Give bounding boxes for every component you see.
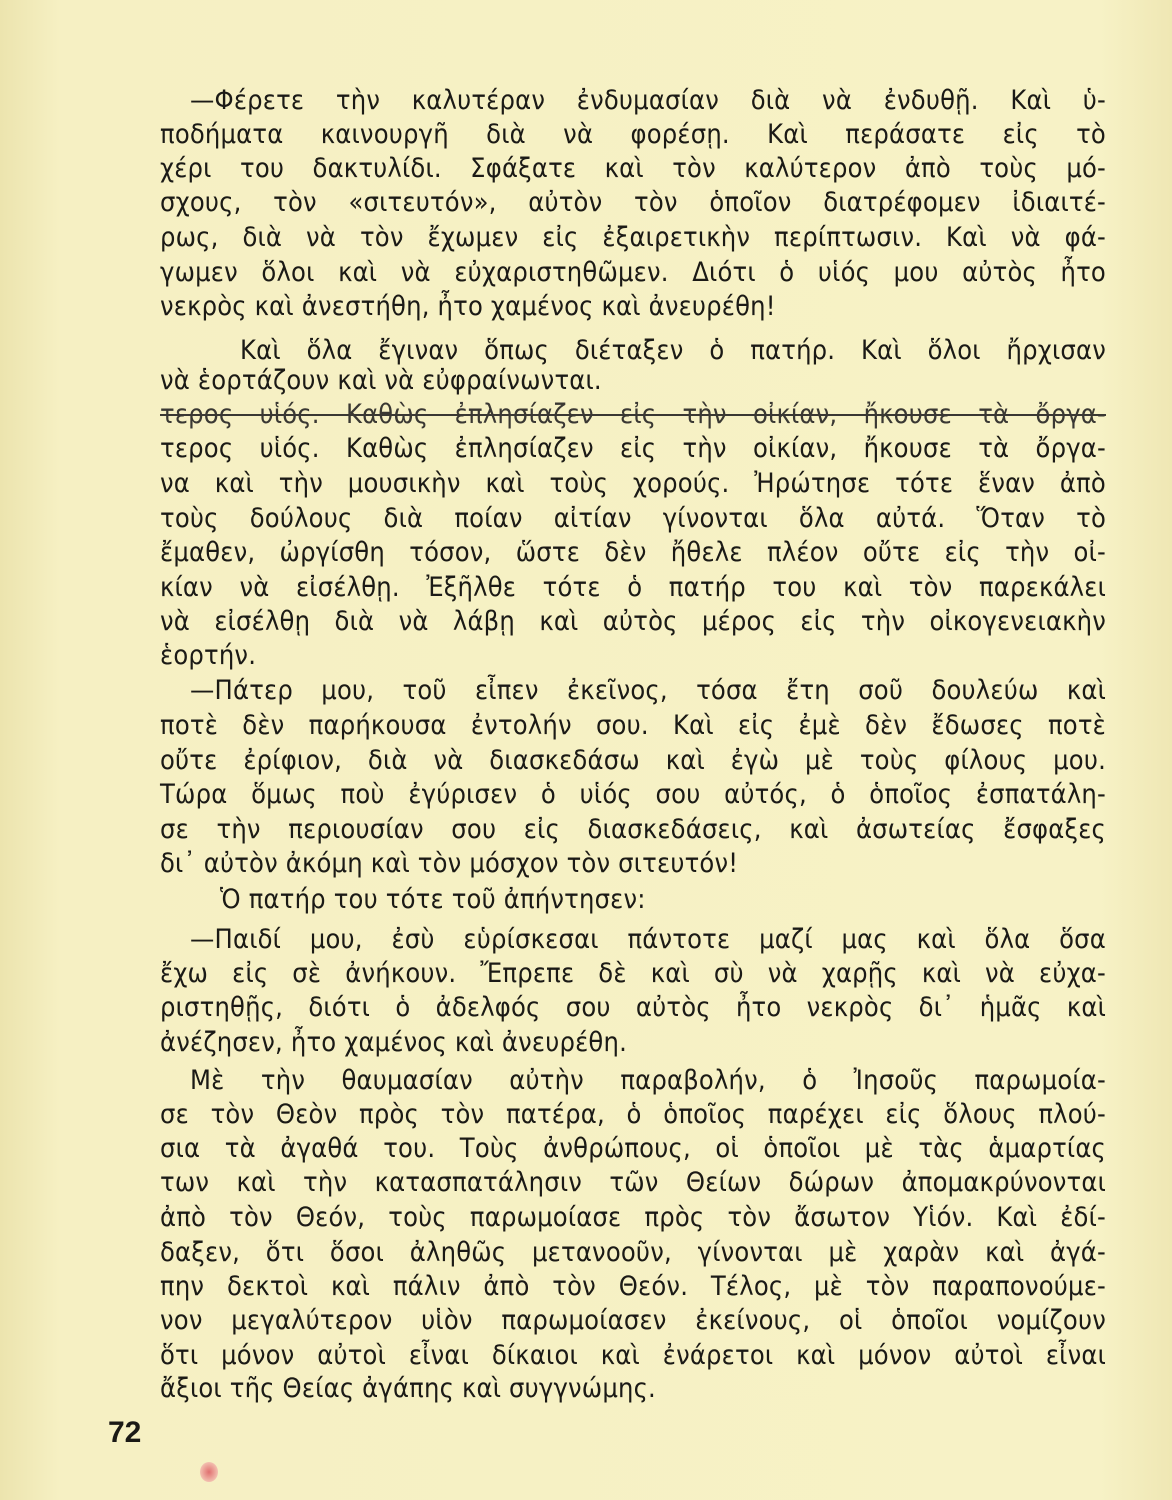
- text-line: —Φέρετε τὴν καλυτέραν ἐνδυμασίαν διὰ νὰ ἐνδυθῇ. Καὶ ὑ-: [190, 85, 1106, 116]
- struck-through-line: τερος υἱός. Καθὼς ἐπλησίαζεν εἰς τὴν οἰκίαν, ἤκουσε τὰ ὄργα-: [160, 399, 1106, 430]
- text-line: τερος υἱός. Καθὼς ἐπλησίαζεν εἰς τὴν οἰκίαν, ἤκουσε τὰ ὄργα-: [160, 433, 1106, 464]
- text-line: ποτὲ δὲν παρήκουσα ἐντολήν σου. Καὶ εἰς ἐμὲ δὲν ἔδωσες ποτὲ: [160, 710, 1106, 741]
- text-line: νὰ εἰσέλθῃ διὰ νὰ λάβῃ καὶ αὐτὸς μέρος εἰς τὴν οἰκογενειακὴν: [160, 606, 1106, 637]
- text-line: πην δεκτοὶ καὶ πάλιν ἀπὸ τὸν Θεόν. Τέλος, μὲ τὸν παραπονούμε-: [160, 1271, 1106, 1302]
- text-line: σε τὴν περιουσίαν σου εἰς διασκεδάσεις, καὶ ἀσωτείας ἔσφαξες: [160, 814, 1106, 845]
- text-line: ποδήματα καινουργῆ διὰ νὰ φορέσῃ. Καὶ περάσατε εἰς τὸ: [160, 119, 1106, 150]
- text-line: ρως, διὰ νὰ τὸν ἔχωμεν εἰς ἐξαιρετικὴν περίπτωσιν. Καὶ νὰ φά-: [160, 222, 1106, 253]
- text-line: ἀπὸ τὸν Θεόν, τοὺς παρωμοίασε πρὸς τὸν ἄσωτον Υἱόν. Καὶ ἐδί-: [160, 1202, 1106, 1233]
- text-line: ἔχω εἰς σὲ ἀνήκουν. Ἔπρεπε δὲ καὶ σὺ νὰ χαρῇς καὶ νὰ εὐχα-: [160, 958, 1106, 989]
- text-line: νεκρὸς καὶ ἀνεστήθη, ἦτο χαμένος καὶ ἀνευρέθη!: [160, 291, 776, 322]
- text-line: νὰ ἑορτάζουν καὶ νὰ εὐφραίνωνται.: [160, 365, 602, 396]
- text-line: σια τὰ ἀγαθά του. Τοὺς ἀνθρώπους, οἱ ὁποῖοι μὲ τὰς ἁμαρτίας: [160, 1133, 1106, 1164]
- text-line: Τώρα ὅμως ποὺ ἐγύρισεν ὁ υἱός σου αὐτός, ὁ ὁποῖος ἐσπατάλη-: [160, 779, 1106, 810]
- text-line: ὅτι μόνον αὐτοὶ εἶναι δίκαιοι καὶ ἐνάρετοι καὶ μόνον αὐτοὶ εἶναι: [160, 1340, 1106, 1371]
- text-line: δι᾿ αὐτὸν ἀκόμη καὶ τὸν μόσχον τὸν σιτευτόν!: [160, 848, 739, 879]
- text-line: —Παιδί μου, ἐσὺ εὑρίσκεσαι πάντοτε μαζί μας καὶ ὅλα ὅσα: [190, 924, 1106, 955]
- text-line: των καὶ τὴν κατασπατάλησιν τῶν Θείων δώρων ἀπομακρύνονται: [160, 1167, 1106, 1198]
- text-line: Μὲ τὴν θαυμασίαν αὐτὴν παραβολήν, ὁ Ἰησοῦς παρωμοία-: [190, 1065, 1106, 1096]
- text-line: σχους, τὸν «σιτευτόν», αὐτὸν τὸν ὁποῖον διατρέφομεν ἰδιαιτέ-: [160, 187, 1106, 218]
- text-line: Ὁ πατήρ του τότε τοῦ ἀπήντησεν:: [220, 884, 646, 915]
- text-line: τοὺς δούλους διὰ ποίαν αἰτίαν γίνονται ὅλα αὐτά. Ὅταν τὸ: [160, 503, 1106, 534]
- text-line: Καὶ ὅλα ἔγιναν ὅπως διέταξεν ὁ πατήρ. Καὶ ὅλοι ἤρχισαν: [240, 335, 1106, 366]
- text-line: ριστηθῇς, διότι ὁ ἀδελφός σου αὐτὸς ἦτο νεκρὸς δι᾿ ἡμᾶς καὶ: [160, 992, 1106, 1023]
- text-line: να καὶ τὴν μουσικὴν καὶ τοὺς χορούς. Ἠρώτησε τότε ἕναν ἀπὸ: [160, 468, 1106, 499]
- text-line: ἀνέζησεν, ἦτο χαμένος καὶ ἀνευρέθη.: [160, 1027, 628, 1058]
- text-line: ἄξιοι τῆς Θείας ἀγάπης καὶ συγγνώμης.: [160, 1373, 656, 1404]
- text-line: οὔτε ἐρίφιον, διὰ νὰ διασκεδάσω καὶ ἐγὼ μὲ τοὺς φίλους μου.: [160, 745, 1106, 776]
- text-line: ἔμαθεν, ὠργίσθη τόσον, ὥστε δὲν ἤθελε πλέον οὔτε εἰς τὴν οἰ-: [160, 537, 1106, 568]
- text-line: γωμεν ὅλοι καὶ νὰ εὐχαριστηθῶμεν. Διότι ὁ υἱός μου αὐτὸς ἦτο: [160, 257, 1106, 288]
- page-number: 72: [108, 1416, 142, 1449]
- text-line: νον μεγαλύτερον υἱὸν παρωμοίασεν ἐκείνους, οἱ ὁποῖοι νομίζουν: [160, 1305, 1106, 1336]
- text-line: —Πάτερ μου, τοῦ εἶπεν ἐκεῖνος, τόσα ἔτη σοῦ δουλεύω καὶ: [190, 675, 1106, 706]
- text-line: σε τὸν Θεὸν πρὸς τὸν πατέρα, ὁ ὁποῖος παρέχει εἰς ὅλους πλού-: [160, 1099, 1106, 1130]
- text-line: χέρι του δακτυλίδι. Σφάξατε καὶ τὸν καλύτερον ἀπὸ τοὺς μό-: [160, 153, 1106, 184]
- text-line: κίαν νὰ εἰσέλθῃ. Ἐξῆλθε τότε ὁ πατήρ του καὶ τὸν παρεκάλει: [160, 572, 1106, 603]
- ink-stain: [200, 1462, 218, 1482]
- text-line: δαξεν, ὅτι ὅσοι ἀληθῶς μετανοοῦν, γίνονται μὲ χαρὰν καὶ ἀγά-: [160, 1237, 1106, 1268]
- text-line: ἑορτήν.: [160, 640, 257, 671]
